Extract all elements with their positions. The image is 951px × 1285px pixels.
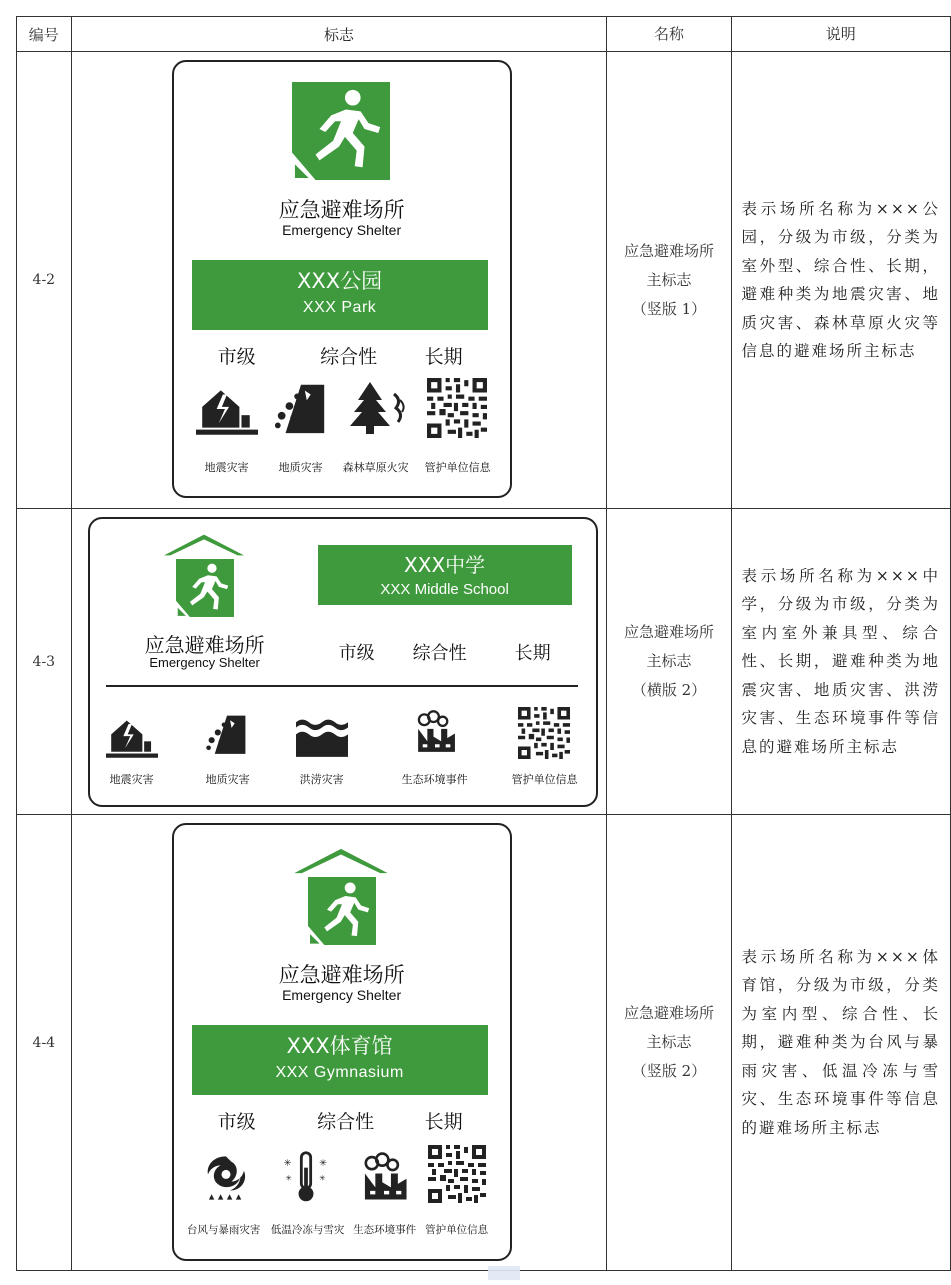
place-name-en: XXX Park — [302, 299, 377, 316]
icon-label: 管护单位信息 — [511, 773, 578, 786]
name-line: （竖版 2） — [631, 1062, 707, 1080]
icon-label: 生态环境事件 — [401, 773, 468, 786]
factory-pollution-icon — [358, 1151, 410, 1203]
roof-icon — [162, 533, 246, 557]
place-name-cn: XXX体育馆 — [286, 1034, 393, 1058]
divider-line — [106, 685, 578, 687]
term-label: 长期 — [424, 346, 463, 368]
place-name-bar — [192, 1025, 488, 1095]
row-name — [607, 815, 731, 1271]
name-line: 主标志 — [646, 1033, 692, 1051]
icon-label: 管护单位信息 — [424, 461, 491, 474]
level-label: 市级 — [217, 346, 256, 368]
sign-title-cn: 应急避难场所 — [144, 633, 265, 657]
cold-snow-icon — [278, 1149, 334, 1205]
sign-card-vertical-1 — [172, 60, 512, 498]
name-line: （横版 2） — [631, 681, 707, 699]
row-name — [607, 509, 731, 815]
emergency-exit-icon — [292, 82, 390, 180]
sign-cell — [71, 815, 607, 1271]
level-label: 市级 — [217, 1111, 256, 1133]
place-name-bar — [318, 545, 572, 605]
icon-label: 洪涝灾害 — [299, 773, 344, 786]
sign-title-en: Emergency Shelter — [149, 655, 260, 670]
header-name: 名称 — [607, 17, 731, 52]
icon-label: 台风与暴雨灾害 — [186, 1224, 261, 1236]
row-id: 4-4 — [17, 815, 72, 1271]
sign-title-en: Emergency Shelter — [282, 987, 402, 1003]
name-line: （竖版 1） — [631, 299, 707, 318]
table-row — [17, 52, 951, 509]
earthquake-icon — [196, 384, 258, 436]
category-label: 综合性 — [412, 643, 467, 664]
icon-label: 管护单位信息 — [425, 1224, 489, 1236]
sign-title-cn: 应急避难场所 — [278, 963, 405, 987]
icon-label: 森林草原火灾 — [342, 461, 409, 474]
row-id: 4-3 — [17, 509, 72, 815]
name-line: 主标志 — [646, 270, 692, 289]
table-row — [17, 815, 951, 1271]
level-label: 市级 — [338, 643, 375, 664]
header-desc: 说明 — [731, 17, 951, 52]
qr-code-icon — [518, 707, 570, 759]
icon-label: 地质灾害 — [205, 773, 250, 786]
name-line: 应急避难场所 — [623, 1004, 714, 1022]
term-label: 长期 — [514, 643, 551, 664]
sign-cell — [71, 52, 607, 509]
emergency-exit-icon — [176, 559, 234, 617]
row-desc: 表示场所名称为×××公园，分级为市级，分类为室外型、综合性、长期，避难种类为地震灾害、地质灾害、森林草原火灾等信息的避难场所主标志 — [731, 52, 951, 509]
typhoon-rain-icon — [198, 1151, 254, 1205]
landslide-icon — [272, 380, 330, 436]
header-sign: 标志 — [71, 17, 607, 52]
landslide-icon — [204, 711, 250, 757]
table-header-row — [17, 17, 951, 52]
name-line: 应急避难场所 — [623, 241, 714, 260]
qr-code-icon — [428, 1145, 486, 1203]
qr-code-icon — [426, 378, 488, 438]
category-label: 综合性 — [320, 346, 378, 368]
icon-label: 地质灾害 — [278, 461, 323, 474]
table-row — [17, 509, 951, 815]
header-id: 编号 — [17, 17, 72, 52]
icon-label: 地震灾害 — [204, 461, 249, 474]
factory-pollution-icon — [412, 707, 458, 757]
icon-label: 低温冷冻与雪灾 — [270, 1224, 345, 1236]
row-desc: 表示场所名称为×××中学，分级为市级，分类为室内室外兼具型、综合性、长期，避难种类为地震灾害、地质灾害、洪涝灾害、生态环境事件等信息的避难场所主标志 — [731, 509, 951, 815]
earthquake-icon — [106, 715, 158, 759]
row-desc: 表示场所名称为×××体育馆，分级为市级，分类为室内型、综合性、长期，避难种类为台风与暴雨灾害、低温冷冻与雪灾、生态环境事件等信息的避难场所主标志 — [731, 815, 951, 1271]
category-label: 综合性 — [317, 1111, 375, 1133]
emergency-exit-icon — [308, 877, 376, 945]
term-label: 长期 — [424, 1111, 463, 1133]
sign-card-horizontal-2 — [88, 517, 598, 807]
watermark — [488, 1266, 520, 1280]
roof-icon — [292, 847, 390, 875]
shelter-sign-table — [16, 16, 951, 1271]
forest-fire-icon — [348, 380, 408, 436]
flood-icon — [296, 715, 348, 759]
sign-cell — [71, 509, 607, 815]
sign-title-cn: 应急避难场所 — [278, 198, 405, 222]
place-name-bar — [192, 260, 488, 330]
place-name-cn: XXX公园 — [297, 269, 383, 293]
sign-title-en: Emergency Shelter — [282, 222, 402, 238]
name-line: 主标志 — [646, 652, 692, 670]
place-name-en: XXX Middle School — [380, 581, 509, 598]
icon-label: 生态环境事件 — [353, 1224, 417, 1236]
name-line: 应急避难场所 — [623, 623, 714, 641]
place-name-en: XXX Gymnasium — [275, 1064, 404, 1081]
row-id: 4-2 — [17, 52, 72, 509]
icon-label: 地震灾害 — [109, 773, 154, 786]
place-name-cn: XXX中学 — [404, 553, 486, 577]
sign-card-vertical-2 — [172, 823, 512, 1261]
row-name — [607, 52, 731, 509]
